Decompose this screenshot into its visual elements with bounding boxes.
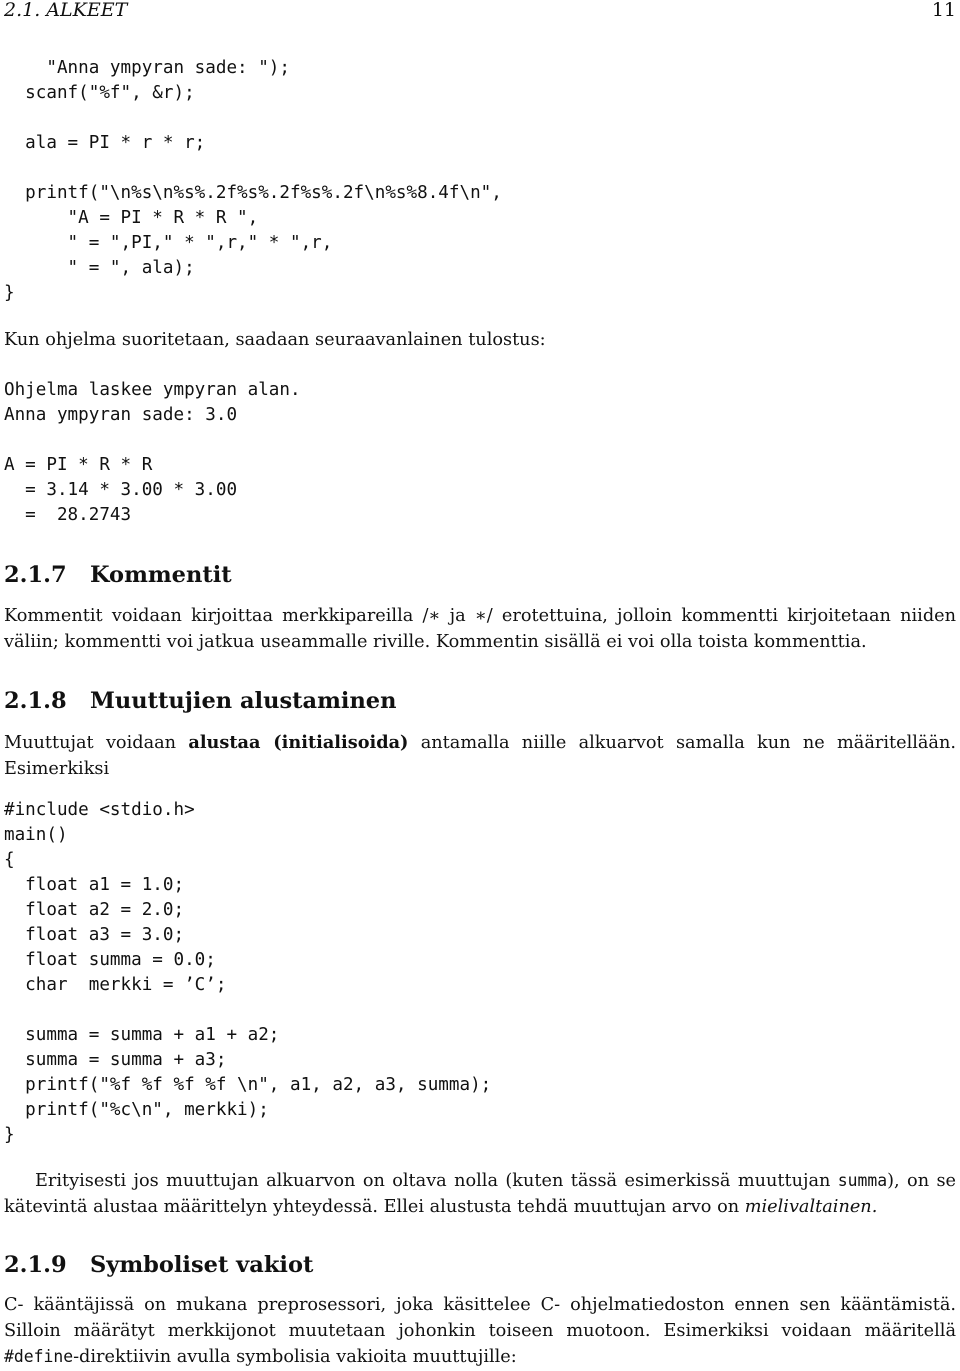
paragraph-text: Erityisesti jos muuttujan alkuarvon on oltava nolla (kuten tässä esimerkissä muuttujan [35, 1171, 838, 1191]
running-header-section: 2.1. ALKEET [4, 0, 128, 21]
bold-term: alustaa (initialisoida) [188, 732, 409, 753]
output-intro-paragraph: Kun ohjelma suoritetaan, saadaan seuraavanlainen tulostus: [4, 330, 546, 350]
inline-code-define: #define [4, 1347, 74, 1366]
italic-term: mielivaltainen. [744, 1196, 878, 1217]
program-output-block: Ohjelma laskee ympyran alan. Anna ympyran sade: 3.0 A = PI * R * R = 3.14 * 3.00 * 3.00 = 28.2743 [4, 380, 301, 525]
paragraph-text: -direktiivin avulla symbolisia vakioita muuttujille: [73, 1347, 517, 1367]
initialization-paragraph [4, 730, 956, 782]
paragraph-text: Kommentit voidaan kirjoittaa merkkipareilla [4, 606, 423, 626]
section-number: 2.1.9 [4, 1252, 67, 1278]
section-title: Symboliset vakiot [90, 1252, 314, 1278]
section-title: Kommentit [90, 562, 232, 588]
comment-open-symbol: /∗ [422, 606, 441, 626]
inline-code-summa: summa [837, 1171, 888, 1190]
section-title: Muuttujien alustaminen [90, 688, 397, 714]
section-number: 2.1.8 [4, 688, 67, 714]
section-number: 2.1.7 [4, 562, 67, 588]
section-heading-2-1-8 [4, 686, 396, 716]
comment-close-symbol: ∗/ [474, 606, 493, 626]
section-heading-2-1-7 [4, 560, 232, 590]
paragraph-text: ja [440, 606, 475, 626]
paragraph-text: antamalla niille alkuarvot samalla kun ne määritellään. Esimerkiksi [4, 733, 956, 779]
paragraph-text: ), on se kätevintä alustaa määrittelyn yhteydessä. Ellei alustusta tehdä muuttujan arvo on [4, 1171, 957, 1217]
paragraph-text: C- kääntäjissä on mukana preprosessori, joka käsittelee C- ohjelmatiedoston ennen sen kääntämistä. Silloin määrätyt merkkijonot muutetaan johonkin toiseen muotoon. Esimerkiksi voidaan määritellä [4, 1295, 956, 1341]
symbolic-constants-paragraph [4, 1293, 956, 1371]
code-block-initialization: #include <stdio.h> main() { float a1 = 1.0; float a2 = 2.0; float a3 = 3.0; float summa = 0.0; char merkki = ’C’; summa = summa + a1 + a2; summa = summa + a3; printf("%f %f %f %f \n", a1, a2, a3, summa); printf("%c\n", merkki); } [4, 800, 492, 1145]
page-number: 11 [931, 0, 956, 21]
paragraph-text: Muuttujat voidaan [4, 733, 189, 753]
running-header [4, 0, 956, 22]
paragraph-text: erotettuina, jolloin kommentti kirjoitetaan niiden väliin; kommentti voi jatkua useammalle riville. Kommentin sisällä ei voi olla toista kommenttia. [4, 606, 956, 652]
comments-paragraph [4, 604, 956, 655]
initialization-note-paragraph [4, 1168, 956, 1220]
code-block-circle-area: "Anna ympyran sade: "); scanf("%f", &r); ala = PI * r * r; printf("\n%s\n%s%.2f%s%.2f%s%.2f\n%s%8.4f\n", "A = PI * R * R ", " = ",PI," * ",r," * ",r, " = ", ala); } [4, 58, 502, 303]
section-heading-2-1-9 [4, 1250, 313, 1280]
